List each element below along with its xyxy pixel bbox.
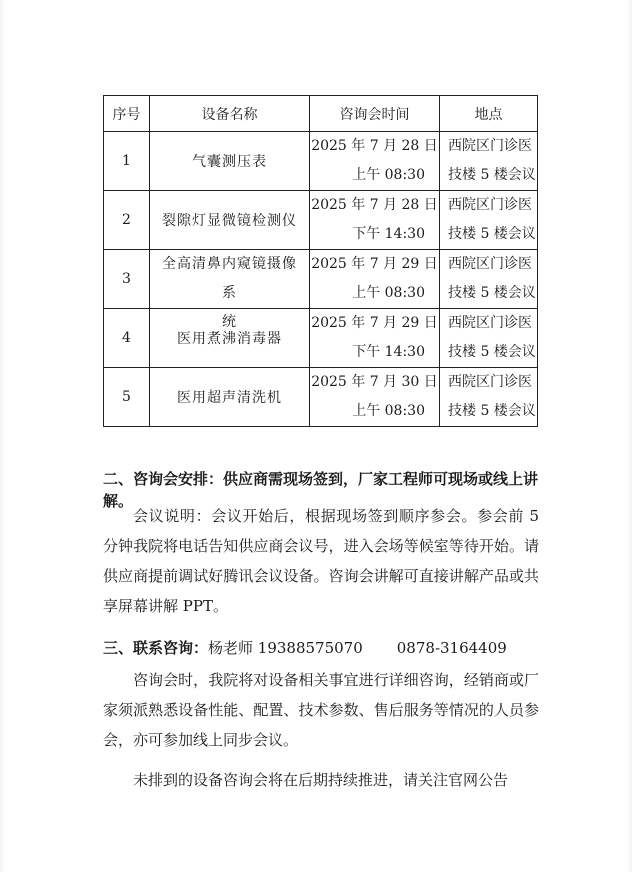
row-no: 1 — [104, 132, 150, 191]
meeting-hour: 下午 14:30 — [352, 226, 425, 242]
device-name: 裂隙灯显微镜检测仪 — [150, 191, 310, 250]
meeting-date: 2025 年 7 月 29 日 — [311, 315, 438, 331]
location-line1: 西院区门诊医 — [448, 256, 532, 272]
section3-contact-line — [103, 636, 539, 660]
meeting-time — [310, 191, 440, 250]
meeting-date: 2025 年 7 月 30 日 — [311, 374, 438, 390]
contact-person: 杨老师 19388575070 — [208, 639, 363, 657]
table-row — [104, 250, 538, 309]
section2-heading: 二、咨询会安排：供应商需现场签到，厂家工程师可现场或线上讲解。 — [103, 470, 539, 510]
meeting-time — [310, 250, 440, 309]
table-row — [104, 368, 538, 427]
location-line2: 技楼 5 楼会议 — [448, 167, 536, 183]
location-line1: 西院区门诊医 — [448, 197, 532, 213]
location — [440, 191, 538, 250]
location-line2: 技楼 5 楼会议 — [448, 226, 536, 242]
location-line2: 技楼 5 楼会议 — [448, 285, 536, 301]
device-name — [150, 250, 310, 330]
row-no: 5 — [104, 368, 150, 427]
meeting-date: 2025 年 7 月 29 日 — [311, 256, 438, 272]
schedule-table — [103, 95, 538, 427]
meeting-time — [310, 368, 440, 427]
header-time: 咨询会时间 — [310, 96, 440, 132]
row-no: 3 — [104, 250, 150, 309]
meeting-date: 2025 年 7 月 28 日 — [311, 197, 438, 213]
location-line1: 西院区门诊医 — [448, 374, 532, 390]
header-no: 序号 — [104, 96, 150, 132]
page-edge-left — [0, 0, 6, 872]
section2-note: 会议说明：会议开始后，根据现场签到顺序参会。参会前 5 分钟我院将电话告知供应商会议号，进入会场等候室等待开始。请供应商提前调试好腾讯会议设备。咨询会讲解可直接讲解产品或共享屏幕讲解 PPT。 — [103, 507, 539, 615]
row-no: 4 — [104, 309, 150, 368]
meeting-time — [310, 309, 440, 368]
meeting-hour: 上午 08:30 — [352, 403, 425, 419]
location-line2: 技楼 5 楼会议 — [448, 403, 536, 419]
row-no: 2 — [104, 191, 150, 250]
device-name: 医用超声清洗机 — [150, 368, 310, 427]
location — [440, 309, 538, 368]
header-location: 地点 — [440, 96, 538, 132]
location-line2: 技楼 5 楼会议 — [448, 344, 536, 360]
device-name-line2: 统 — [222, 314, 237, 330]
table-row — [104, 132, 538, 191]
meeting-time — [310, 132, 440, 191]
page-edge-right — [626, 0, 632, 872]
meeting-hour: 下午 14:30 — [352, 344, 425, 360]
meeting-date: 2025 年 7 月 28 日 — [311, 138, 438, 154]
header-device: 设备名称 — [150, 96, 310, 132]
location-line1: 西院区门诊医 — [448, 138, 532, 154]
section3-notice: 未排到的设备咨询会将在后期持续推进，请关注官网公告 — [133, 771, 509, 789]
table-header-row — [104, 96, 538, 132]
section3-paragraph: 咨询会时，我院将对设备相关事宜进行详细咨询，经销商或厂家须派熟悉设备性能、配置、技术参数、售后服务等情况的人员参会，亦可参加线上同步会议。 — [103, 671, 539, 749]
meeting-hour: 上午 08:30 — [352, 167, 425, 183]
device-name: 气囊测压表 — [150, 132, 310, 191]
table-row — [104, 191, 538, 250]
section3-heading: 三、联系咨询： — [103, 639, 209, 657]
location-line1: 西院区门诊医 — [448, 315, 532, 331]
device-name-line1: 全高清鼻内窥镜摄像系 — [162, 256, 297, 301]
device-name: 医用煮沸消毒器 — [150, 309, 310, 368]
contact-phone: 0878-3164409 — [396, 639, 507, 657]
location — [440, 132, 538, 191]
location — [440, 368, 538, 427]
meeting-hour: 上午 08:30 — [352, 285, 425, 301]
location — [440, 250, 538, 309]
